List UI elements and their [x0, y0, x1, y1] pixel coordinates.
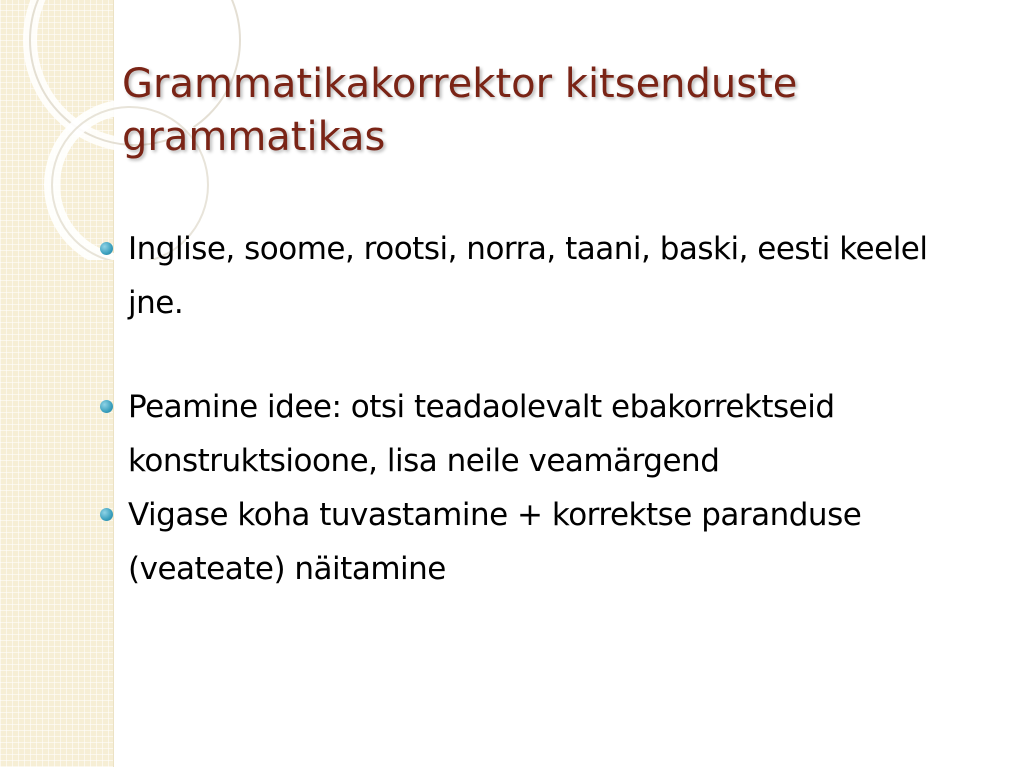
bullet-marker-icon: [100, 508, 113, 521]
bullet-item: [100, 222, 960, 330]
bullet-text: Vigase koha tuvastamine + korrektse paranduse (veateate) näitamine: [128, 497, 862, 587]
bullet-spacer: [100, 330, 960, 380]
bullet-item: [100, 380, 960, 488]
bullet-marker-icon: [100, 242, 113, 255]
bullet-text: Peamine idee: otsi teadaolevalt ebakorrektseid konstruktsioone, lisa neile veamärgend: [128, 389, 835, 479]
slide-title: Grammatikakorrektor kitsenduste grammatikas: [122, 61, 798, 160]
bullet-list: [100, 222, 960, 596]
decorative-side-band: [0, 0, 114, 767]
bullet-text: Inglise, soome, rootsi, norra, taani, baski, eesti keelel jne.: [128, 231, 928, 321]
bullet-item: [100, 488, 960, 596]
bullet-marker-icon: [100, 400, 113, 413]
